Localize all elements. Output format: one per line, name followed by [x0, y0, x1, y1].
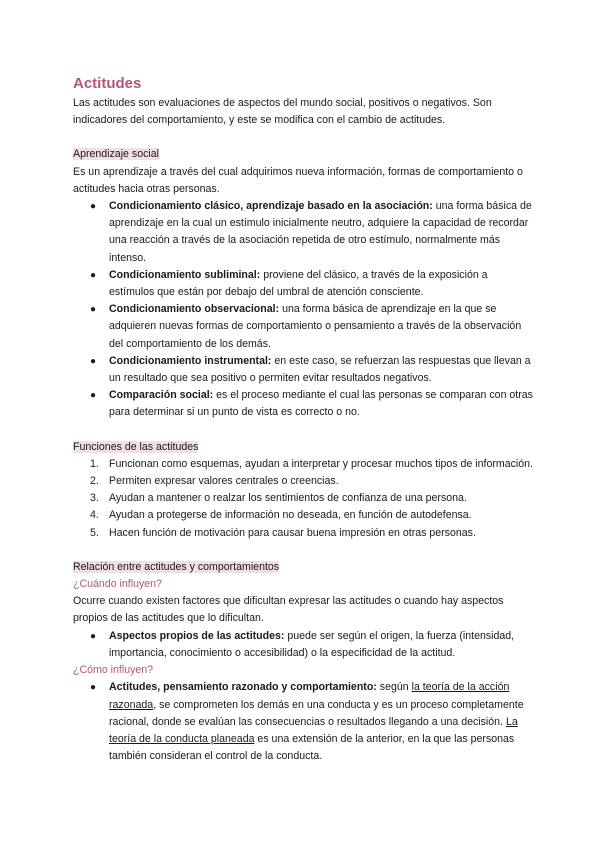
list-item [90, 679, 535, 765]
link-teoria-conducta-planeada[interactable]: La teoría de la conducta planeada [109, 715, 518, 745]
item-text: Ayudan a protegerse de información no deseada, en función de autodefensa. [109, 509, 472, 522]
item-text: en este caso, se refuerzan las respuestas que llevan a un resultado que sea positivo o permiten evitar resultados negativos. [109, 354, 531, 385]
list-item [90, 301, 535, 353]
item-term: Aspectos propios de las actitudes: [109, 629, 285, 642]
item-text: Ayudan a mantener o realzar los sentimientos de confianza de una persona. [109, 492, 467, 505]
item-term: Condicionamiento observacional: [109, 303, 280, 316]
item-term: Condicionamiento instrumental: [109, 354, 272, 367]
subheading-cuando: ¿Cuándo influyen? [73, 578, 162, 591]
list-item [90, 473, 535, 490]
funciones-list [73, 456, 535, 542]
list-item [90, 525, 535, 542]
bullet-icon: ● [90, 201, 97, 213]
link-teoria-accion-razonada[interactable]: la teoría de la acción razonada [109, 681, 510, 711]
item-text: Funcionan como esquemas, ayudan a interpretar y procesar muchos tipos de información. [109, 457, 533, 470]
como-list [73, 679, 535, 765]
page-title: Actitudes [73, 75, 142, 92]
item-text: Permiten expresar valores centrales o creencias. [109, 475, 339, 488]
item-text: puede ser según el origen, la fuerza (intensidad, importancia, conocimiento o accesibilidad) o la especificidad de la actitud. [109, 629, 515, 659]
list-item [90, 353, 535, 387]
cuando-list [73, 628, 535, 662]
item-text: es el proceso mediante el cual las personas se comparan con otras para determinar si un punto de vista es correcto o no. [109, 389, 533, 419]
intro-paragraph: Las actitudes son evaluaciones de aspectos del mundo social, positivos o negativos. Son indicadores del comportamiento, y este se modifica con el cambio de actitudes. [73, 97, 492, 127]
item-text: una forma básica de aprendizaje en la cual un estímulo inicialmente neutro, adquiere la capacidad de recordar una reacción a través de la asociación repetida de otro estímulo, normalmente más intenso. [109, 200, 532, 264]
bullet-icon: ● [90, 304, 97, 316]
item-text: proviene del clásico, a través de la exposición a estímulos que están por debajo del umbral de atención consciente. [109, 268, 488, 299]
item-number: 4. [90, 509, 99, 522]
item-number: 1. [90, 457, 99, 470]
list-item [90, 490, 535, 507]
section-heading-funciones: Funciones de las actitudes [73, 440, 199, 453]
item-text: , se comprometen los demás en una conducta y es un proceso completamente racional, donde se evalúan las consecuencias o resultados llegando a una decisión. [109, 698, 524, 728]
subheading-como: ¿Cómo influyen? [73, 664, 154, 677]
item-term: Actitudes, pensamiento razonado y comportamiento: [109, 681, 377, 694]
list-item [90, 456, 535, 473]
list-item [90, 507, 535, 524]
cuando-paragraph: Ocurre cuando existen factores que dificultan expresar las actitudes o cuando hay aspectos propios de las actitudes que lo dificultan. [73, 595, 504, 625]
list-item [90, 198, 535, 267]
list-item [90, 267, 535, 301]
item-text: según [376, 681, 412, 694]
document-content [73, 74, 535, 765]
bullet-icon: ● [90, 355, 97, 367]
aprendizaje-list [73, 198, 535, 422]
bullet-icon: ● [90, 390, 97, 402]
item-number: 3. [90, 492, 99, 505]
list-item [90, 387, 535, 421]
item-term: Comparación social: [109, 389, 214, 402]
bullet-icon: ● [90, 682, 97, 694]
bullet-icon: ● [90, 630, 97, 642]
item-text: una forma básica de aprendizaje en la que se adquieren nuevas formas de comportamiento o pensamiento a través de la observación del comportamiento de los demás. [109, 303, 522, 350]
section-heading-aprendizaje: Aprendizaje social [73, 148, 159, 161]
item-number: 2. [90, 475, 99, 488]
item-number: 5. [90, 526, 99, 539]
list-item [90, 628, 535, 662]
section-heading-relacion: Relación entre actitudes y comportamientos [73, 560, 280, 573]
item-term: Condicionamiento subliminal: [109, 268, 261, 281]
aprendizaje-intro: Es un aprendizaje a través del cual adquirimos nueva información, formas de comportamiento o actitudes hacia otras personas. [73, 165, 523, 195]
item-text: es una extensión de la anterior, en la que las personas también consideran el control de la conducta. [109, 732, 515, 763]
bullet-icon: ● [90, 269, 97, 281]
item-text: Hacen función de motivación para causar buena impresión en otras personas. [109, 526, 476, 539]
item-term: Condicionamiento clásico, aprendizaje basado en la asociación: [109, 200, 433, 213]
